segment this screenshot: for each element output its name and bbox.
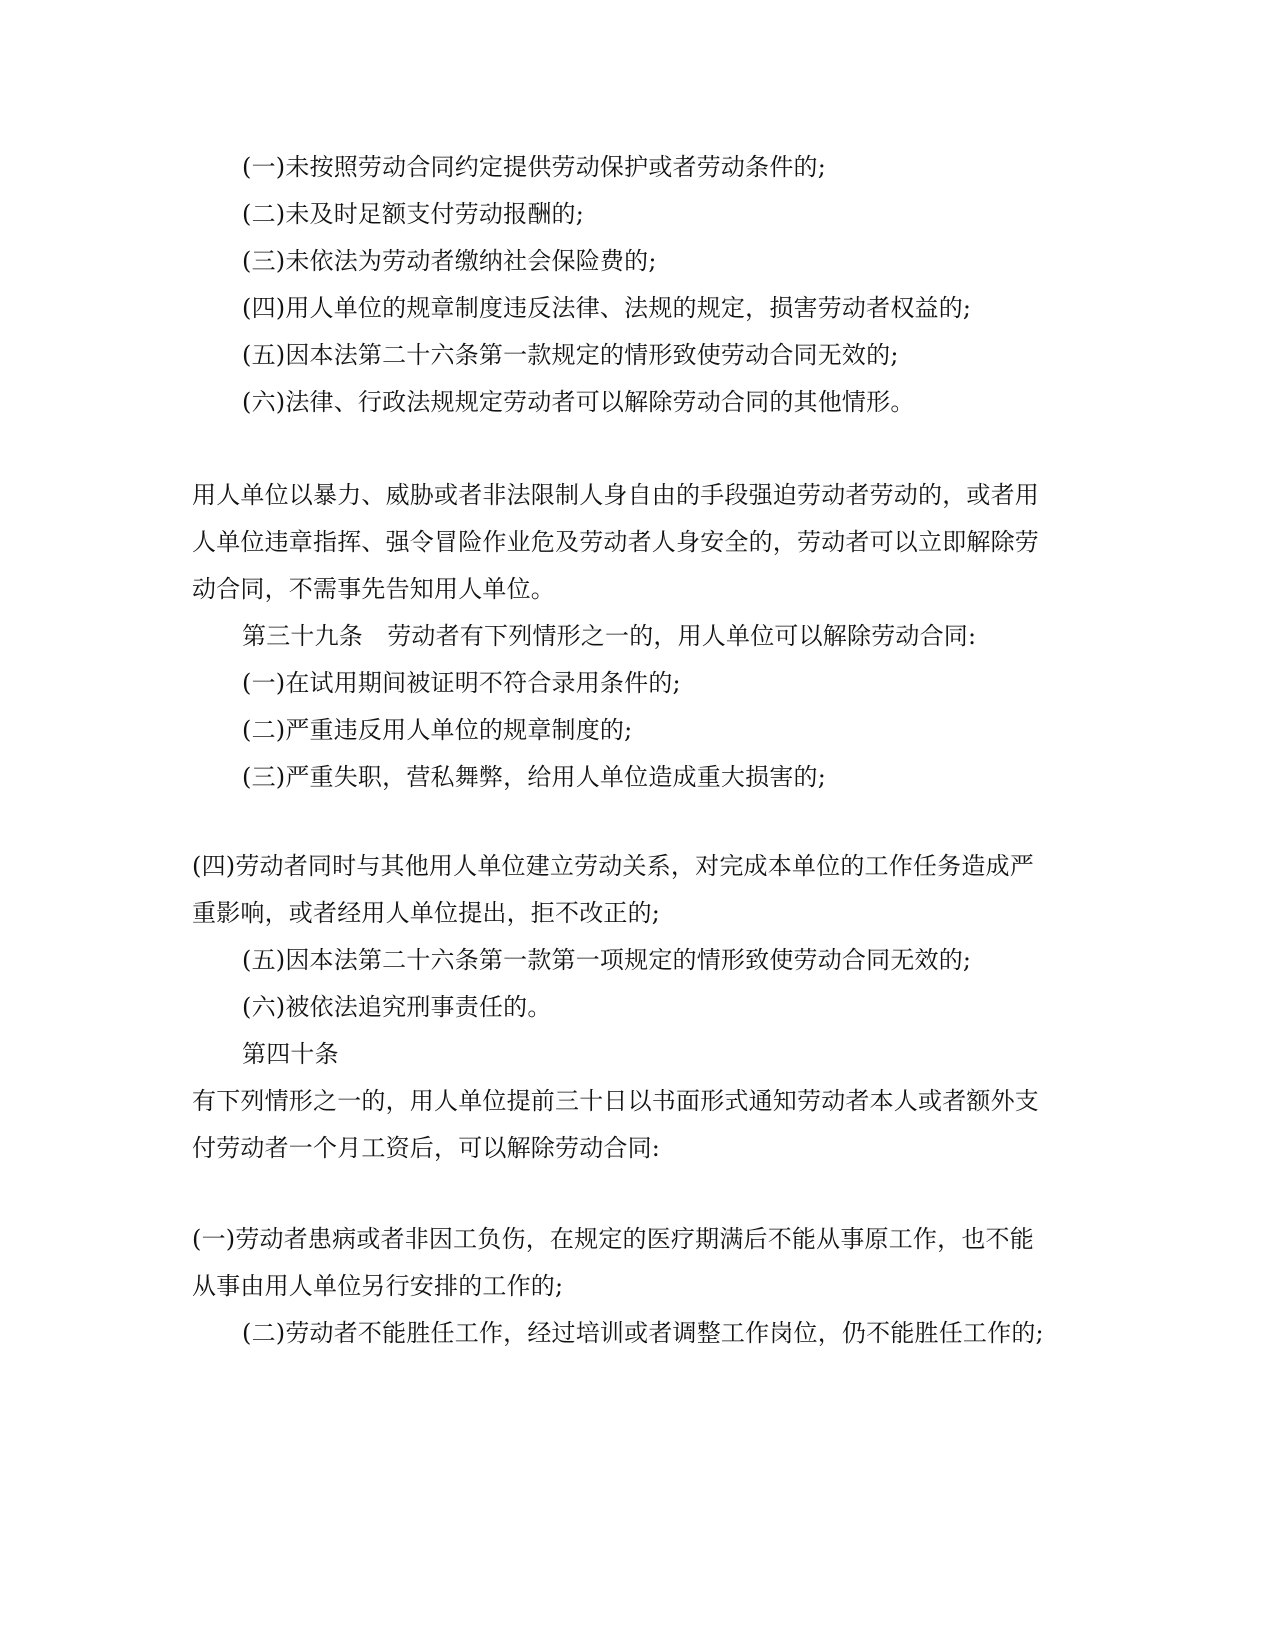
text-line: (六)被依法追究刑事责任的。 [242, 993, 552, 1021]
text-line: (二)严重违反用人单位的规章制度的; [242, 716, 633, 744]
text-line: 从事由用人单位另行安排的工作的; [192, 1272, 564, 1300]
text-line: (五)因本法第二十六条第一款规定的情形致使劳动合同无效的; [242, 341, 899, 369]
text-line: 用人单位以暴力、威胁或者非法限制人身自由的手段强迫劳动者劳动的，或者用 [192, 481, 1039, 509]
text-line: 第四十条 [242, 1040, 339, 1068]
text-line: (四)劳动者同时与其他用人单位建立劳动关系，对完成本单位的工作任务造成严 [192, 852, 1034, 880]
text-line: 人单位违章指挥、强令冒险作业危及劳动者人身安全的，劳动者可以立即解除劳 [192, 528, 1039, 556]
text-line: (三)未依法为劳动者缴纳社会保险费的; [242, 247, 657, 275]
text-line: 动合同，不需事先告知用人单位。 [192, 575, 555, 603]
text-line: 付劳动者一个月工资后，可以解除劳动合同: [192, 1134, 661, 1162]
text-line: (二)未及时足额支付劳动报酬的; [242, 200, 585, 228]
text-line: (六)法律、行政法规规定劳动者可以解除劳动合同的其他情形。 [242, 388, 915, 416]
text-line: (一)劳动者患病或者非因工负伤，在规定的医疗期满后不能从事原工作，也不能 [192, 1225, 1034, 1253]
text-line: (一)未按照劳动合同约定提供劳动保护或者劳动条件的; [242, 153, 827, 181]
text-line: 有下列情形之一的，用人单位提前三十日以书面形式通知劳动者本人或者额外支 [192, 1087, 1039, 1115]
text-line: (四)用人单位的规章制度违反法律、法规的规定，损害劳动者权益的; [242, 294, 972, 322]
text-line: (二)劳动者不能胜任工作，经过培训或者调整工作岗位，仍不能胜任工作的; [242, 1319, 1044, 1347]
text-line: (一)在试用期间被证明不符合录用条件的; [242, 669, 681, 697]
text-line: (五)因本法第二十六条第一款第一项规定的情形致使劳动合同无效的; [242, 946, 972, 974]
text-line: 重影响，或者经用人单位提出，拒不改正的; [192, 899, 661, 927]
text-line: 第三十九条 劳动者有下列情形之一的，用人单位可以解除劳动合同: [242, 622, 977, 650]
text-line: (三)严重失职，营私舞弊，给用人单位造成重大损害的; [242, 763, 827, 791]
